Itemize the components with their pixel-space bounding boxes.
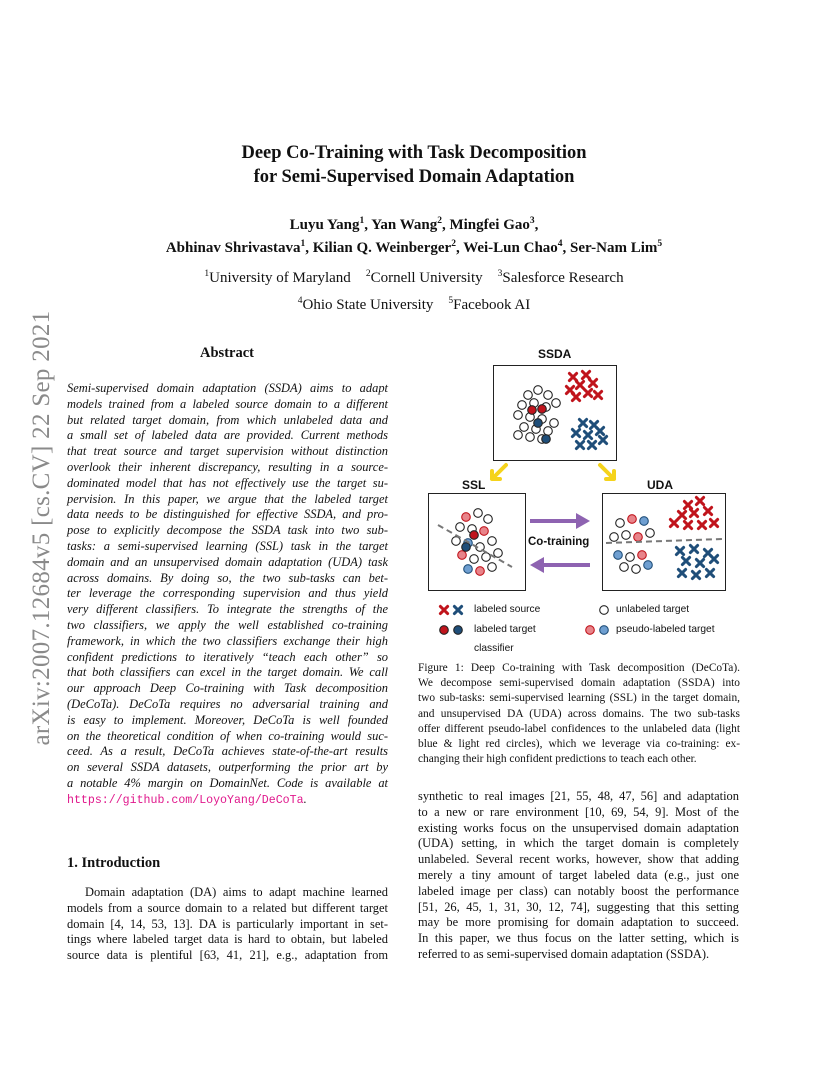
author-line-1: Luyu Yang$^1$, Yan Wang$^2$, Mingfei Gao$^3$,	[289, 216, 539, 233]
labeled-target-mark	[534, 419, 543, 428]
body-line: [51, 26, 45, 1, 31, 30, 12, 74], suggesting that this setting	[418, 899, 739, 914]
labeled-source-mark	[599, 436, 606, 443]
author-name: Kilian Q. Weinberger	[312, 240, 452, 256]
unlabeled-target-mark	[514, 431, 523, 440]
labeled-source-mark	[704, 507, 711, 514]
labeled-source-mark	[584, 389, 591, 396]
abstract-line: a small set of labeled data are provided. Current methods	[67, 428, 388, 443]
unlabeled-target-mark	[524, 391, 533, 400]
abstract-line: ter leverage the corresponding supervision and thus yield	[67, 586, 388, 601]
caption-line: We decompose semi-supervised domain adaptation (SSDA) into	[418, 677, 740, 690]
abstract-line: two classifiers, we apply the well established co-training	[67, 617, 388, 632]
uda-point-mark	[610, 533, 619, 542]
author-list	[0, 214, 828, 260]
labeled-source-mark	[692, 571, 699, 578]
ssl-point-mark	[480, 527, 489, 536]
uda-label: UDA	[647, 478, 673, 492]
abstract-line: that treat source and target supervision without distinction	[67, 444, 388, 459]
caption-line: blue & light red circles), which we leverage via co-training: ex-	[418, 738, 740, 751]
labeled-source-mark	[579, 419, 586, 426]
intro-line: tings where labeled target data is hard to obtain, but labeled	[67, 932, 388, 947]
labeled-source-mark	[710, 555, 717, 562]
labeled-source-mark	[596, 427, 603, 434]
affiliation-number: 5	[448, 296, 454, 306]
labeled-source-mark	[594, 391, 601, 398]
uda-point-mark	[644, 561, 653, 570]
affiliation-name: Facebook AI	[453, 297, 531, 313]
legend-labeled-source: labeled source	[474, 604, 541, 615]
uda-point-mark	[620, 563, 629, 572]
uda-point-mark	[634, 533, 643, 542]
abstract-line: but related target domain, from which unlabeled data and	[67, 412, 388, 427]
figure-caption	[418, 661, 740, 767]
affiliation-name: Cornell University	[370, 270, 483, 286]
arxiv-stamp	[22, 290, 62, 765]
labeled-source-mark	[572, 429, 579, 436]
abstract-body	[67, 381, 388, 809]
labeled-source-mark	[698, 521, 705, 528]
cotraining-arrow-right	[530, 513, 590, 529]
abstract-line: Semi-supervised domain adaptation (SSDA) aims to adapt	[67, 381, 388, 395]
author-affiliation-mark: 2	[437, 216, 442, 226]
abstract-line: models trained from a labeled source domain to a different	[67, 396, 388, 411]
abstract-line: very different classifiers. To integrate the strengths of the	[67, 602, 388, 617]
body-line: In this paper, we thus focus on the latter setting, which is	[418, 931, 739, 946]
labeled-source-mark	[710, 519, 717, 526]
ssl-point-mark	[456, 523, 465, 532]
uda-point-mark	[626, 553, 635, 562]
body-line: merely a tiny amount of target labeled data (e.g., just one	[418, 867, 739, 882]
abstract-line: framework, in which the two classifiers exchange their high	[67, 633, 388, 648]
cotraining-arrow-left	[530, 557, 590, 573]
abstract-line: pervision. In this paper, we argue that the labeled target	[67, 491, 388, 506]
labeled-source-mark	[684, 501, 691, 508]
unlabeled-target-mark	[514, 411, 523, 420]
body-line: unlabeled. Several recent works, however, show that adding	[418, 852, 739, 867]
legend-unlabeled-target: unlabeled target	[616, 604, 690, 615]
abstract-line: tasks: a semi-supervised learning (SSL) task in the target	[67, 538, 388, 553]
uda-point-mark	[614, 551, 623, 560]
caption-line: and unsupervised DA (UDA) across domains. The two sub-tasks	[418, 707, 740, 720]
labeled-source-mark	[706, 569, 713, 576]
labeled-source-mark	[572, 393, 579, 400]
author-affiliation-mark: 1	[359, 216, 365, 226]
ssl-point-mark	[464, 565, 473, 574]
cotraining-label: Co-training	[528, 536, 590, 548]
abstract-line: that both classifiers can excel in the target domain. We call	[67, 665, 388, 680]
unlabeled-target-mark	[518, 401, 527, 410]
body-line: synthetic to real images [21, 55, 48, 47, 56] and adaptation	[418, 789, 739, 803]
body-line: referred to as semi-supervised domain adaptation (SSDA).	[418, 946, 710, 961]
paper-title	[0, 141, 828, 189]
affiliation-name: Ohio State University	[302, 297, 434, 313]
ssl-point-mark	[476, 567, 485, 576]
author-name: Abhinav Shrivastava	[165, 240, 301, 256]
labeled-source-mark	[696, 559, 703, 566]
abstract-line: confident predictions to iteratively “teach each other” so	[67, 649, 388, 664]
affiliation-line-1	[0, 265, 828, 292]
ssl-point-mark	[494, 549, 503, 558]
ssl-point-mark	[488, 563, 497, 572]
ssl-point-mark	[462, 513, 471, 522]
abstract-line: across domains. By doing so, the two sub-tasks can bet-	[67, 570, 388, 585]
uda-classifier-line	[606, 539, 722, 543]
figure-1	[418, 345, 738, 654]
intro-line: source data is plentiful [63, 41, 21], e.g., adaptation from	[67, 948, 388, 963]
affiliation-line-2	[0, 292, 828, 319]
author-name: Mingfei Gao	[449, 217, 530, 233]
arrow-to-ssl	[492, 465, 506, 479]
uda-point-mark	[628, 515, 637, 524]
legend-blue-cross-icon	[454, 606, 461, 613]
unlabeled-target-mark	[550, 419, 559, 428]
ssl-point-mark	[488, 537, 497, 546]
legend-pseudo-blue-icon	[600, 626, 609, 635]
author-name: Luyu Yang	[289, 217, 360, 233]
code-link-period: .	[303, 791, 307, 806]
legend-classifier: classifier	[474, 643, 514, 654]
labeled-source-mark	[576, 441, 583, 448]
labeled-source-mark	[696, 497, 703, 504]
unlabeled-target-mark	[534, 386, 543, 395]
affiliation-number: 2	[365, 269, 371, 279]
code-link[interactable]: https://github.com/LoyoYang/DeCoTa	[67, 793, 304, 807]
uda-point-mark	[632, 565, 641, 574]
legend-red-dot-icon	[440, 626, 449, 635]
author-name: Wei-Lun Chao	[463, 240, 558, 256]
labeled-source-mark	[678, 511, 685, 518]
labeled-source-mark	[584, 431, 591, 438]
affiliation-name: Salesforce Research	[502, 270, 624, 286]
affiliation-name: University of Maryland	[209, 270, 351, 286]
labeled-source-mark	[569, 373, 576, 380]
abstract-code-line	[67, 792, 388, 809]
abstract-line: on several SSDA datasets, outperforming the prior art by	[67, 760, 388, 775]
affiliation-number: 4	[297, 296, 303, 306]
affiliation-list	[0, 265, 828, 319]
uda-point-mark	[622, 531, 631, 540]
intro-line: Domain adaptation (DA) aims to adapt machine learned	[85, 885, 388, 899]
ssl-point-mark	[484, 515, 493, 524]
uda-point-mark	[616, 519, 625, 528]
abstract-line: pose to explicitly decompose the SSDA task into two sub-	[67, 523, 388, 538]
ssda-label: SSDA	[538, 347, 572, 361]
body-line: (UDA) setting, in which the target domain is completely	[418, 836, 739, 851]
right-column-body	[418, 789, 739, 963]
intro-line: models from a source domain to a related but different target	[67, 900, 388, 915]
unlabeled-target-mark	[552, 399, 561, 408]
body-line: to a new or rare environment [10, 69, 54, 9]. Most of the	[418, 804, 739, 819]
labeled-source-mark	[690, 509, 697, 516]
body-line: labeled image per class) can notably boost the performance	[418, 883, 739, 898]
abstract-line: ceed. As a result, DeCoTa achieves state-of-the-art results	[67, 744, 388, 759]
labeled-source-mark	[576, 381, 583, 388]
abstract-line: is easy to implement. Moreover, DeCoTa is well founded	[67, 712, 388, 727]
body-line: existing works focus on the unsupervised domain adaptation	[418, 820, 739, 835]
unlabeled-target-mark	[526, 433, 535, 442]
author-name: Yan Wang	[371, 217, 438, 233]
ssl-point-mark	[482, 553, 491, 562]
author-affiliation-mark: 4	[557, 239, 563, 249]
labeled-source-mark	[589, 379, 596, 386]
caption-line: Figure 1: Deep Co-training with Task decomposition (DeCoTa).	[418, 662, 740, 674]
abstract-line: on the theoretical condition of when co-training would suc-	[67, 728, 388, 743]
legend-unlabeled-icon	[600, 606, 609, 615]
labeled-source-mark	[588, 441, 595, 448]
labeled-source-mark	[676, 547, 683, 554]
author-line-2: Abhinav Shrivastava$^1$, Kilian Q. Weinberger$^2$, Wei-Lun Chao$^4$, Ser-Nam Lim$^5$	[165, 239, 663, 256]
caption-line: offer different pseudo-label confidences to the unlabeled data (light	[418, 722, 740, 735]
author-affiliation-mark: 5	[657, 239, 663, 249]
labeled-target-mark	[462, 543, 471, 552]
labeled-target-mark	[542, 435, 551, 444]
abstract-line: our approach Deep Co-training with Task decomposition	[67, 681, 388, 696]
ssl-point-mark	[474, 509, 483, 518]
legend-red-cross-icon	[440, 606, 447, 613]
abstract-line: a notable 4% margin on DomainNet. Code is available at	[67, 775, 388, 790]
author-affiliation-mark: 3	[529, 216, 535, 226]
legend-pseudo-labeled-target: pseudo-labeled target	[616, 624, 715, 635]
introduction-body	[67, 885, 388, 964]
affiliation-number: 3	[497, 269, 503, 279]
author-affiliation-mark: 2	[451, 239, 456, 249]
body-line: may be more promising for domain adaptation to succeed.	[418, 915, 739, 930]
unlabeled-target-mark	[544, 427, 553, 436]
labeled-source-mark	[690, 545, 697, 552]
ssl-point-mark	[470, 555, 479, 564]
labeled-target-mark	[538, 405, 547, 414]
abstract-heading: Abstract	[200, 345, 254, 361]
labeled-source-mark	[678, 569, 685, 576]
legend-pseudo-red-icon	[586, 626, 595, 635]
author-affiliation-mark: 1	[300, 239, 306, 249]
unlabeled-target-mark	[544, 391, 553, 400]
labeled-source-mark	[684, 521, 691, 528]
uda-point-mark	[646, 529, 655, 538]
labeled-source-mark	[670, 519, 677, 526]
arrow-to-uda	[600, 465, 614, 479]
legend-blue-dot-icon	[454, 626, 463, 635]
abstract-line: (DeCoTa). DeCoTa requires no adversarial training and	[67, 696, 388, 711]
abstract-line: data needs to be distinguished for effective SSDA, and pro-	[67, 507, 388, 522]
caption-line: two sub-tasks: semi-supervised learning (SSL) in the target domain,	[418, 692, 740, 705]
introduction-heading: 1. Introduction	[67, 855, 161, 871]
labeled-source-mark	[682, 557, 689, 564]
uda-point-mark	[640, 517, 649, 526]
uda-point-mark	[638, 551, 647, 560]
title-line-1: Deep Co-Training with Task Decomposition	[241, 143, 587, 163]
author-name: Ser-Nam Lim	[570, 240, 658, 256]
labeled-target-mark	[470, 531, 479, 540]
unlabeled-target-mark	[520, 423, 529, 432]
legend-labeled-target: labeled target	[474, 624, 536, 635]
ssl-point-mark	[458, 551, 467, 560]
abstract-line: domain and an unsupervised domain adaptation (UDA) task	[67, 554, 388, 569]
caption-line: changing their high confident predictions to teach each other.	[418, 753, 697, 766]
labeled-target-mark	[528, 406, 537, 415]
figure-marks	[418, 345, 738, 645]
title-line-2: for Semi-Supervised Domain Adaptation	[253, 167, 575, 187]
intro-line: domain [4, 14, 53, 13]. DA is particularly important in set-	[67, 916, 388, 931]
labeled-source-mark	[582, 371, 589, 378]
affiliation-number: 1	[204, 269, 210, 279]
abstract-line: dominated model that has not effectively use the target su-	[67, 475, 388, 490]
arxiv-id: arXiv:2007.12684v5 [cs.CV] 22 Sep 2021	[28, 310, 55, 745]
abstract-line: overlook their inherent discrepancy, resulting in a source-	[67, 459, 388, 474]
ssl-label: SSL	[462, 478, 486, 492]
